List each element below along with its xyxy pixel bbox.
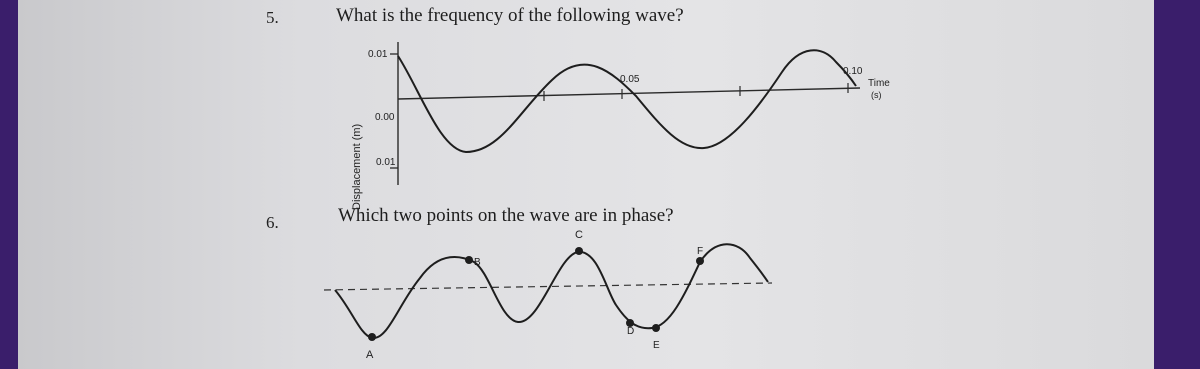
point-b-dot [465, 256, 473, 264]
x-tick-label-0-05: 0.05 [620, 74, 640, 85]
point-c-label: C [575, 229, 583, 241]
point-d-label: D [627, 326, 635, 337]
displacement-wave [398, 50, 856, 152]
point-b-label: B [474, 257, 481, 268]
point-a-dot [368, 333, 376, 341]
question-5-text: What is the frequency of the following wave? [336, 5, 684, 26]
phase-wave [335, 244, 768, 338]
point-a-label: A [366, 349, 374, 361]
x-axis-label-time: Time [868, 78, 890, 89]
x-tick-label-0-10: 0.10 [843, 66, 863, 77]
y-tick-label-top: 0.01 [368, 49, 388, 60]
question-5-number: 5. [266, 8, 279, 27]
point-e-dot [652, 324, 660, 332]
point-f-label: F [697, 246, 704, 257]
point-c-dot [575, 247, 583, 255]
question-6-number: 6. [266, 213, 279, 232]
point-e-label: E [653, 340, 660, 351]
y-tick-label-zero: 0.00 [375, 112, 395, 123]
point-f-dot [696, 257, 704, 265]
question-6-text: Which two points on the wave are in phase? [338, 205, 674, 226]
x-axis-label-unit: (s) [871, 90, 882, 100]
y-axis-label: Displacement (m) [351, 123, 363, 210]
y-tick-label-bottom: 0.01 [376, 157, 396, 168]
